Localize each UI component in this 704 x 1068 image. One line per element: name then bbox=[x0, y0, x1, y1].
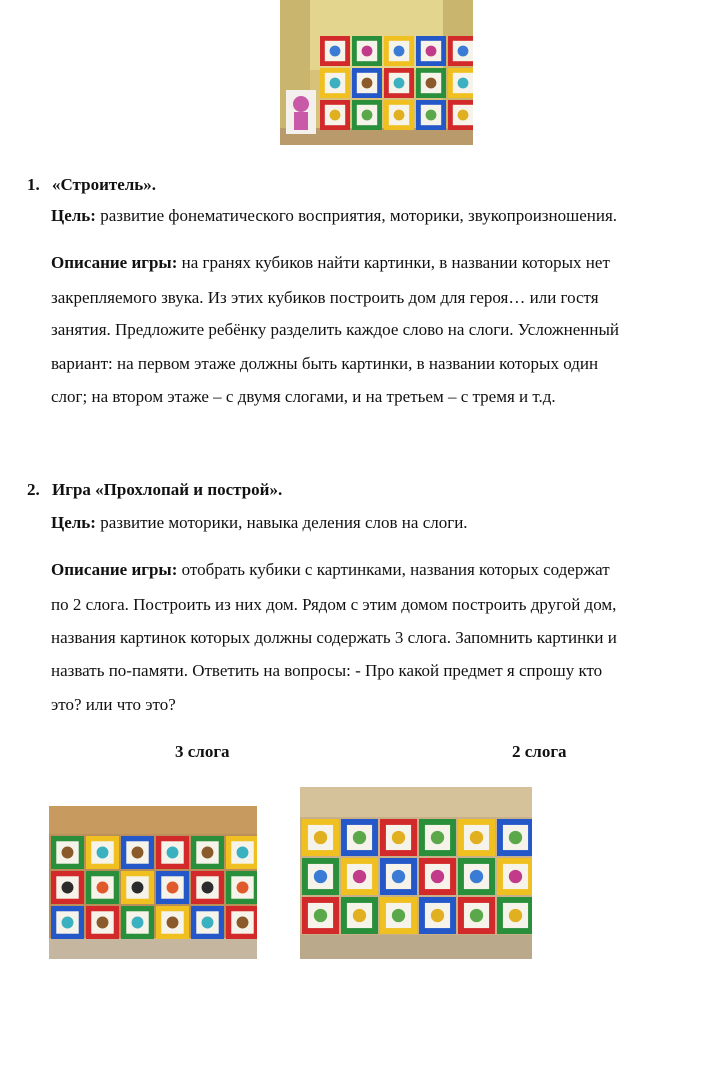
cube-picture bbox=[426, 110, 437, 121]
cube-picture bbox=[509, 909, 522, 922]
cube-picture bbox=[392, 909, 405, 922]
cube-picture bbox=[509, 831, 522, 844]
section-2-desc-line-2: по 2 слога. Построить из них дом. Рядом с этим домом построить другой дом, bbox=[51, 595, 617, 614]
photo-cubes-2-syllables bbox=[300, 787, 532, 959]
goal-label: Цель: bbox=[51, 206, 96, 225]
cube-picture bbox=[202, 847, 214, 859]
photo-cubes-3-syllables bbox=[49, 806, 257, 959]
cube-picture bbox=[431, 909, 444, 922]
cube-picture bbox=[97, 847, 109, 859]
cubes-photo-illustration bbox=[49, 806, 257, 959]
cube-picture bbox=[330, 46, 341, 57]
section-2-desc-line-3: названия картинок которых должны содержать 3 слога. Запомнить картинки и bbox=[51, 628, 617, 647]
section-2-desc-line-5: это? или что это? bbox=[51, 695, 176, 714]
section-2-heading bbox=[27, 480, 282, 500]
cube-picture bbox=[470, 909, 483, 922]
cube-picture bbox=[394, 78, 405, 89]
cubes-photo-illustration bbox=[280, 0, 473, 145]
goal-text: развитие фонематического восприятия, моторики, звукопроизношения. bbox=[95, 206, 618, 225]
section-2-goal bbox=[51, 513, 468, 533]
section-2-desc-line-1 bbox=[51, 560, 610, 580]
cube-picture bbox=[509, 870, 522, 883]
cube-picture bbox=[392, 870, 405, 883]
goal-label: Цель: bbox=[51, 513, 96, 532]
cube-picture bbox=[62, 882, 74, 894]
cube-picture bbox=[330, 78, 341, 89]
section-2-number: 2. bbox=[27, 480, 40, 499]
cube-picture bbox=[314, 831, 327, 844]
cube-picture bbox=[62, 847, 74, 859]
desc-text: на гранях кубиков найти картинки, в названии которых нет bbox=[177, 253, 610, 272]
cube-picture bbox=[314, 909, 327, 922]
cube-picture bbox=[167, 917, 179, 929]
caption-2-syllables: 2 слога bbox=[512, 742, 567, 761]
photo-cubes-house-top bbox=[280, 0, 473, 145]
section-1-number: 1. bbox=[27, 175, 40, 194]
cube-picture bbox=[132, 917, 144, 929]
section-2-desc-line-4: назвать по-памяти. Ответить на вопросы: - Про какой предмет я спрошу кто bbox=[51, 661, 603, 680]
cube-picture bbox=[132, 847, 144, 859]
cube-picture bbox=[431, 870, 444, 883]
section-2-title: Игра «Прохлопай и построй». bbox=[52, 480, 283, 499]
cube-picture bbox=[470, 870, 483, 883]
cube-picture bbox=[458, 46, 469, 57]
cube-picture bbox=[353, 870, 366, 883]
cube-picture bbox=[362, 46, 373, 57]
cube-picture bbox=[314, 870, 327, 883]
cube-picture bbox=[202, 917, 214, 929]
caption-3-syllables: 3 слога bbox=[175, 742, 230, 761]
cube-picture bbox=[362, 78, 373, 89]
section-1-title: «Строитель». bbox=[52, 175, 157, 194]
cube-picture bbox=[330, 110, 341, 121]
goal-text: развитие моторики, навыка деления слов на слоги. bbox=[95, 513, 468, 532]
section-1-heading bbox=[27, 175, 156, 195]
section-1-desc-line-3: занятия. Предложите ребёнку разделить каждое слово на слоги. Усложненный bbox=[51, 320, 619, 339]
cube-picture bbox=[167, 882, 179, 894]
cube-picture bbox=[237, 882, 249, 894]
cube-picture bbox=[97, 917, 109, 929]
cube-picture bbox=[353, 831, 366, 844]
cube-picture bbox=[458, 78, 469, 89]
cube-picture bbox=[426, 78, 437, 89]
cube-picture bbox=[62, 917, 74, 929]
cube-picture bbox=[237, 847, 249, 859]
desc-label: Описание игры: bbox=[51, 253, 178, 272]
cube-picture bbox=[394, 110, 405, 121]
desc-label: Описание игры: bbox=[51, 560, 178, 579]
cube-picture bbox=[394, 46, 405, 57]
cube-picture bbox=[237, 917, 249, 929]
cube-picture bbox=[353, 909, 366, 922]
section-1-desc-line-5: слог; на втором этаже – с двумя слогами, и на третьем – с тремя и т.д. bbox=[51, 387, 556, 406]
cube-picture bbox=[132, 882, 144, 894]
cube-picture bbox=[458, 110, 469, 121]
desc-text: отобрать кубики с картинками, названия которых содержат bbox=[177, 560, 610, 579]
cube-picture bbox=[426, 46, 437, 57]
cube-picture bbox=[392, 831, 405, 844]
cube-picture bbox=[470, 831, 483, 844]
cube-picture bbox=[202, 882, 214, 894]
cube-picture bbox=[431, 831, 444, 844]
section-1-desc-line-1 bbox=[51, 253, 610, 273]
cubes-photo-illustration bbox=[300, 787, 532, 959]
section-1-desc-line-4: вариант: на первом этаже должны быть картинки, в названии которых один bbox=[51, 354, 599, 373]
section-1-goal bbox=[51, 206, 617, 226]
section-1-desc-line-2: закрепляемого звука. Из этих кубиков построить дом для героя… или гостя bbox=[51, 288, 599, 307]
cube-picture bbox=[167, 847, 179, 859]
cube-picture bbox=[97, 882, 109, 894]
cube-picture bbox=[362, 110, 373, 121]
